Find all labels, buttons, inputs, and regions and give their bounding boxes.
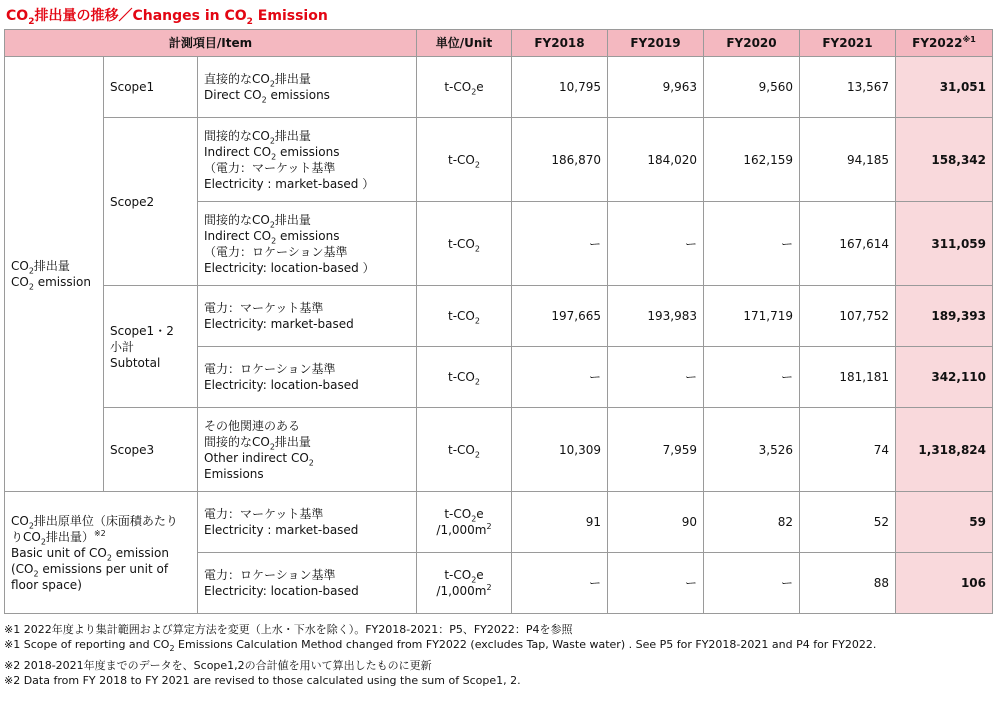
- header-fy2022: FY2022$^{※1}$: [896, 30, 993, 57]
- value-fy2019: 184,020: [608, 118, 704, 202]
- value-fy2019: 9,963: [608, 57, 704, 118]
- header-fy2018: FY2018: [512, 30, 608, 57]
- value-fy2022: 189,393: [896, 286, 993, 347]
- value-fy2019: ー: [608, 202, 704, 286]
- footnote-1-ja: ※1 2022年度より集計範囲および算定方法を変更（上水・下水を除く）。FY2018-2021：P5、FY2022：P4を参照: [4, 623, 573, 636]
- item-cell: 電力：マーケット基準 Electricity : market-based: [198, 492, 417, 553]
- value-fy2020: 3,526: [704, 408, 800, 492]
- value-fy2020: ー: [704, 347, 800, 408]
- unit-cell: $t-CO_2e$ $/1,000m^2$: [417, 553, 512, 614]
- value-fy2020: 9,560: [704, 57, 800, 118]
- footnote-1-en: ※1 Scope of reporting and $CO_2$ Emissions Calculation Method changed from FY2022 (excludes Tap, Waste water) . See P5 for FY2018-2021 and P4 for FY2022.: [4, 638, 877, 654]
- value-fy2020: 171,719: [704, 286, 800, 347]
- item-cell: 間接的な$CO_2$排出量 Indirect $CO_2$ emissions （電力：マーケット基準 Electricity : market-based ）: [198, 118, 417, 202]
- unit-cell: $t-CO_2$: [417, 347, 512, 408]
- header-fy2020: FY2020: [704, 30, 800, 57]
- value-fy2020: ー: [704, 553, 800, 614]
- value-fy2022: 106: [896, 553, 993, 614]
- value-fy2021: 167,614: [800, 202, 896, 286]
- value-fy2020: 162,159: [704, 118, 800, 202]
- item-cell: その他関連のある 間接的な$CO_2$排出量 Other indirect $CO_2$ Emissions: [198, 408, 417, 492]
- item-cell: 電力：マーケット基準 Electricity: market-based: [198, 286, 417, 347]
- unit-cell: $t-CO_2$: [417, 286, 512, 347]
- value-fy2018: ー: [512, 347, 608, 408]
- item-cell: 間接的な$CO_2$排出量 Indirect $CO_2$ emissions （電力：ロケーション基準 Electricity: location-based ）: [198, 202, 417, 286]
- value-fy2021: 88: [800, 553, 896, 614]
- value-fy2019: ー: [608, 347, 704, 408]
- table-row: [5, 57, 993, 118]
- unit-cell: $t-CO_2$: [417, 408, 512, 492]
- footnote-2-en: ※2 Data from FY 2018 to FY 2021 are revised to those calculated using the sum of Scope1, 2.: [4, 674, 521, 687]
- page-title: $CO_2$排出量の推移／Changes in $CO_2$ Emission: [6, 8, 328, 27]
- group-scope1: Scope1: [104, 57, 198, 118]
- value-fy2018: 186,870: [512, 118, 608, 202]
- group-subtotal: Scope1・2 小計 Subtotal: [104, 286, 198, 408]
- value-fy2018: ー: [512, 553, 608, 614]
- value-fy2019: ー: [608, 553, 704, 614]
- header-fy2021: FY2021: [800, 30, 896, 57]
- value-fy2019: 7,959: [608, 408, 704, 492]
- value-fy2022: 59: [896, 492, 993, 553]
- value-fy2022: 1,318,824: [896, 408, 993, 492]
- item-cell: 電力：ロケーション基準 Electricity: location-based: [198, 553, 417, 614]
- co2-emission-table: [4, 29, 993, 614]
- group-scope3: Scope3: [104, 408, 198, 492]
- value-fy2021: 94,185: [800, 118, 896, 202]
- value-fy2021: 52: [800, 492, 896, 553]
- value-fy2018: 197,665: [512, 286, 608, 347]
- unit-cell: $t-CO_2$: [417, 202, 512, 286]
- header-item: 計測項目/Item: [5, 30, 417, 57]
- value-fy2018: 10,795: [512, 57, 608, 118]
- footnotes: [4, 622, 876, 688]
- item-cell: 直接的な$CO_2$排出量 Direct $CO_2$ emissions: [198, 57, 417, 118]
- value-fy2019: 193,983: [608, 286, 704, 347]
- value-fy2021: 181,181: [800, 347, 896, 408]
- value-fy2019: 90: [608, 492, 704, 553]
- unit-cell: $t-CO_2e$ $/1,000m^2$: [417, 492, 512, 553]
- table-row: [5, 286, 993, 347]
- table-header-row: [5, 30, 993, 57]
- unit-cell: $t-CO_2e$: [417, 57, 512, 118]
- value-fy2018: 91: [512, 492, 608, 553]
- group-scope2: Scope2: [104, 118, 198, 286]
- table-row: [5, 492, 993, 553]
- value-fy2020: ー: [704, 202, 800, 286]
- value-fy2022: 342,110: [896, 347, 993, 408]
- footnote-2-ja: ※2 2018-2021年度までのデータを、Scope1,2の合計値を用いて算出したものに更新: [4, 659, 432, 672]
- category-basic-unit: $CO_2$排出原単位（床面積あたり り$CO_2$排出量）$^{※2}$ Basic unit of $CO_2$ emission ($CO_2$ emissions per unit of floor space): [5, 492, 198, 614]
- value-fy2020: 82: [704, 492, 800, 553]
- value-fy2021: 13,567: [800, 57, 896, 118]
- value-fy2021: 107,752: [800, 286, 896, 347]
- table-row: [5, 408, 993, 492]
- value-fy2022: 311,059: [896, 202, 993, 286]
- value-fy2018: 10,309: [512, 408, 608, 492]
- value-fy2021: 74: [800, 408, 896, 492]
- value-fy2022: 31,051: [896, 57, 993, 118]
- header-unit: 単位/Unit: [417, 30, 512, 57]
- table-row: [5, 118, 993, 202]
- header-fy2019: FY2019: [608, 30, 704, 57]
- category-co2-emission: $CO_2$排出量 $CO_2$ emission: [5, 57, 104, 492]
- unit-cell: $t-CO_2$: [417, 118, 512, 202]
- item-cell: 電力：ロケーション基準 Electricity: location-based: [198, 347, 417, 408]
- value-fy2018: ー: [512, 202, 608, 286]
- value-fy2022: 158,342: [896, 118, 993, 202]
